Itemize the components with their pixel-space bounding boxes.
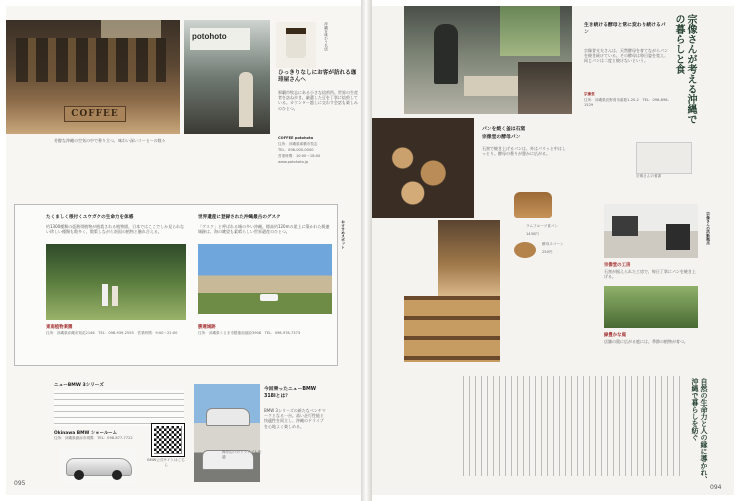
- bread-shelf-photo: [404, 296, 500, 362]
- workshop-body: 石窯が据えられた工房で、毎日丁寧にパンを焼き上げる。: [604, 269, 696, 280]
- castle-ruins-photo: [198, 244, 332, 314]
- bakery-info: 住所：沖縄県宜野湾市嘉数1-20-2 TEL：098-898-1529: [584, 98, 669, 107]
- bread-body: 石窯で焼き上げるパンは、外はパリッと中はしっとり。酵母の香りが豊かに広がる。: [482, 146, 566, 157]
- spot1-info: 住所：沖縄県沖縄市知花2146 TEL：098-939-2555 営業時間：9:00〜22:00: [46, 331, 178, 335]
- right-page: [372, 6, 734, 495]
- bread-title: パンを焼く釜は石窯: [482, 127, 526, 132]
- coffee-feature-body: 那覇市牧志にある小さな焙煎所。世界の生産者を訪ね歩き、厳選した豆を丁寧に焙煎している。カウンター越しに交わす会話も楽しみのひとつ。: [278, 90, 358, 111]
- coffee-sign: COFFEE: [64, 106, 126, 122]
- left-page-number: 095: [14, 480, 26, 487]
- sub-headline: 生き続ける酵母と常に変わり続けるパン: [584, 23, 666, 35]
- bmw-drive-photo: [194, 384, 260, 482]
- book-photo: [636, 142, 692, 174]
- bakery-name: 宗像堂: [584, 92, 595, 96]
- coffee-kicker: 沖縄を味わう名店: [324, 22, 329, 51]
- bread-subtitle: 宗像堂の酵母パン: [482, 135, 521, 140]
- coffee-cup-photo: [276, 22, 316, 68]
- qr-caption: BMW公式サイトはこちら: [147, 458, 185, 467]
- bmw-question: 今回乗ったニューBMW 318iとは？: [264, 387, 317, 399]
- top-caption: 芳醇な沖縄の空気の中で香り立つ、味わい深いコーヒーの数々: [54, 138, 166, 143]
- spot2-info: 住所：沖縄県うるま市勝連南風原3908 TEL：098-978-7373: [198, 331, 301, 335]
- workshop-caption: 宗像堂の工房: [604, 263, 631, 268]
- bmw-car-photo: [60, 448, 136, 482]
- right-page-number: 094: [710, 484, 722, 491]
- workshop-room-photo: [604, 204, 698, 258]
- coffee-shop-url: www.potohoto.jp: [278, 160, 309, 164]
- bread2-name: 酵母スコーン: [542, 242, 564, 246]
- bmw-body: BMW 3シリーズの新たなベンチマークとなる一台。高い走行性能と快適性を両立し、沖縄のドライブを心地よく楽しめる。: [264, 408, 326, 429]
- bmw-car-caption: 海岸沿いのドライブも快適: [222, 450, 262, 459]
- bread-loaf-photo: [508, 182, 558, 224]
- vertical-body-text: [460, 376, 682, 476]
- garden-photo: [604, 286, 698, 328]
- qr-code[interactable]: [152, 424, 184, 456]
- coffee-shop-hours: 営業時間：10:00〜18:00: [278, 154, 321, 158]
- bread-display-photo: [438, 220, 500, 296]
- headline: 宗像さんが考える沖縄での暮らしと食: [673, 14, 696, 124]
- coffee-shop-address: 住所：沖縄県那覇市牧志: [278, 142, 318, 146]
- spot1-title: たくましく根付くユウガクの生命力を体感: [46, 215, 134, 220]
- bmw-spec-title: ニューBMW 3シリーズ: [54, 383, 104, 388]
- page-gutter: [361, 0, 372, 501]
- bread1-name: ラムフルーツ食パン: [526, 224, 559, 228]
- spots-section-label: おすすめスポット: [341, 220, 346, 249]
- coffee-shop-tel: TEL：098-000-0000: [278, 148, 314, 152]
- book-caption: 宗像さんの著書: [636, 174, 662, 178]
- vertical-feature-title: 自然の生命力と人の縁に導かれ、沖縄で暮らしを紡ぐ: [691, 378, 708, 483]
- bread1-price: 1430円: [526, 232, 539, 236]
- shop-sign: potohoto: [192, 32, 227, 41]
- bmw-dealer: Okinawa BMW ショールーム: [54, 431, 118, 436]
- shop-interior-photo: [184, 20, 270, 134]
- bakery-interior-photo: [518, 62, 572, 114]
- intro-body: 宗像誉支夫さんは、天然酵母を育てながらパンを焼き続けている。その酵母は毎日姿を変え、同じパンは二度と焼けないという。: [584, 48, 669, 64]
- garden-caption: 緑豊かな庭: [604, 333, 626, 338]
- scone-photo: [512, 240, 538, 260]
- bmw-dealer-info: 住所：沖縄県浦添市城間 TEL：098-877-7722: [54, 436, 133, 440]
- spot2-name: 勝連城跡: [198, 325, 216, 330]
- bread2-price: 250円: [542, 250, 553, 254]
- spot1-name: 東南植物楽園: [46, 325, 73, 330]
- garden-body: 店舗の奥に広がる庭には、季節の植物が育つ。: [604, 339, 688, 344]
- coffee-counter-photo: [6, 20, 180, 134]
- coffee-shop-name: COFFEE potohoto: [278, 136, 314, 140]
- bmw-spec-text: [54, 390, 184, 426]
- spot2-title: 世界遺産に登録された沖縄最古のグスク: [198, 215, 281, 220]
- coffee-feature-title: ひっきりなしにお客が訪れる珈琲屋さんへ: [278, 70, 357, 83]
- activity-base-label: 宗像さんの活動拠点: [706, 212, 711, 245]
- botanical-garden-photo: [46, 244, 186, 320]
- spot2-body: 「グスク」と呼ばれる城の多い沖縄。標高約120mの崖上に築かれた勝連城跡は、海の眺望も素晴らしい世界遺産のひとつ。: [198, 224, 330, 235]
- left-page: [6, 6, 361, 495]
- bread-bowl-photo: [372, 118, 474, 218]
- spot1-body: 約1300種類の亜熱帯植物が植栽される植物園。日本ではここでしか見られない珍しい種類も数多く、散策しながら南国の植物と触れ合える。: [46, 224, 185, 235]
